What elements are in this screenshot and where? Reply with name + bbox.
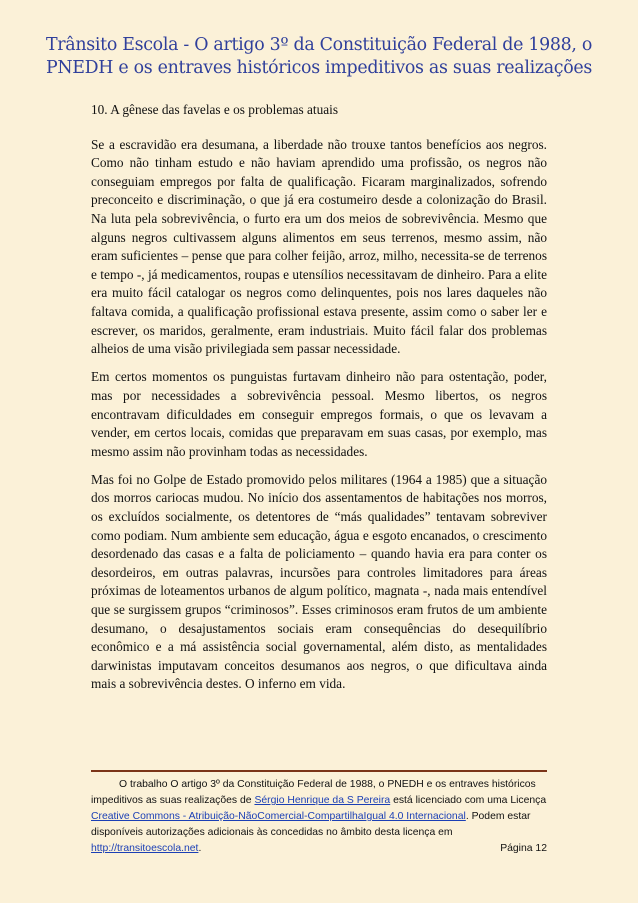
footer-text-4: . bbox=[198, 843, 202, 855]
section-title: 10. A gênese das favelas e os problemas atuais bbox=[91, 102, 339, 117]
paragraph-1: Se a escravidão era desumana, a liberdade não trouxe tantos benefícios aos negros. Como não tinham estudo e não haviam aprendido uma profissão, os negros não conseguiam empregos por falta de qualificação. Ficaram marginalizados, sofrendo preconceito e discriminação, o que já era costumeiro desde a colonização do Brasil. Na luta pela sobrevivência, o furto era um dos meios de sobrevivência. Mesmo que alguns negros cultivassem alguns alimentos em seus terrenos, mesmo assim, não eram suficientes – pense que para colher feijão, arroz, milho, necessita-se de terrenos e tempo -, já medicamentos, roupas e utensílios necessitavam de dinheiro. Para a elite era muito fácil catalogar os negros como delinquentes, pois nos lares daqueles não faltava comida, a qualificação profissional estava presente, assim como o saber ler e escrever, os maridos, geralmente, eram industriais. Muito fácil falar dos problemas alheios de uma visão privilegiada sem passar necessidade. bbox=[91, 136, 547, 357]
page-header bbox=[0, 34, 638, 80]
header-line-1: Trânsito Escola - O artigo 3º da Constituição Federal de 1988, o bbox=[45, 35, 593, 55]
paragraph-3: Mas foi no Golpe de Estado promovido pelos militares (1964 a 1985) que a situação dos morros cariocas mudou. No início dos assentamentos de habitações nos morros, os excluídos socialmente, os detentores de “más qualidades” tentavam sobreviver como podiam. Num ambiente sem educação, água e esgoto encanados, o crescimento desordenado das casas e a falta de policiamento – quando havia era para conter os desordeiros, em outras palavras, incursões para controles limitadores para áreas próximas de loteamentos urbanos de algum político, magnata -, nada mais entendível que se surgissem grupos “criminosos”. Esses criminosos eram frutos de um ambiente desumano, o desajustamentos sociais eram consequências do desequilíbrio econômico e a má assistência social governamental, além disto, as mentalidades darwinistas imputavam conceitos desumanos aos negros, o que dificultava ainda mais a sobrevivência destes. O inferno em vida. bbox=[91, 471, 547, 692]
license-link[interactable]: Creative Commons - Atribuição-NãoComercial-CompartilhaIgual 4.0 Internacional bbox=[91, 811, 466, 823]
footer-text-2: está licenciado com uma Licença bbox=[390, 795, 547, 807]
document-body bbox=[91, 101, 547, 704]
page-number: Página 12 bbox=[500, 843, 547, 855]
paragraph-2: Em certos momentos os punguistas furtavam dinheiro não para ostentação, poder, mas por necessidades a sobrevivência pessoal. Mesmo libertos, os negros encontravam dificuldades em conseguir empregos formais, o que os levavam a vender, em certos locais, comidas que preparavam em suas casas, por exemplo, mas mesmo assim não provinham todas as necessidades. bbox=[91, 369, 547, 459]
footer-divider bbox=[91, 770, 547, 772]
footer-text-3: . Podem estar disponíveis autorizações adicionais às concedidas no âmbito desta licença em bbox=[91, 811, 531, 839]
site-link[interactable]: http://transitoescola.net bbox=[91, 843, 199, 855]
page-footer bbox=[91, 777, 547, 857]
footer-text-1: O trabalho O artigo 3º da Constituição Federal de 1988, o PNEDH e os entraves históricos impeditivos as suas realizações de bbox=[91, 779, 536, 807]
author-link[interactable]: Sérgio Henrique da S Pereira bbox=[254, 795, 391, 807]
header-line-2: PNEDH e os entraves históricos impeditivos as suas realizações bbox=[45, 58, 593, 78]
